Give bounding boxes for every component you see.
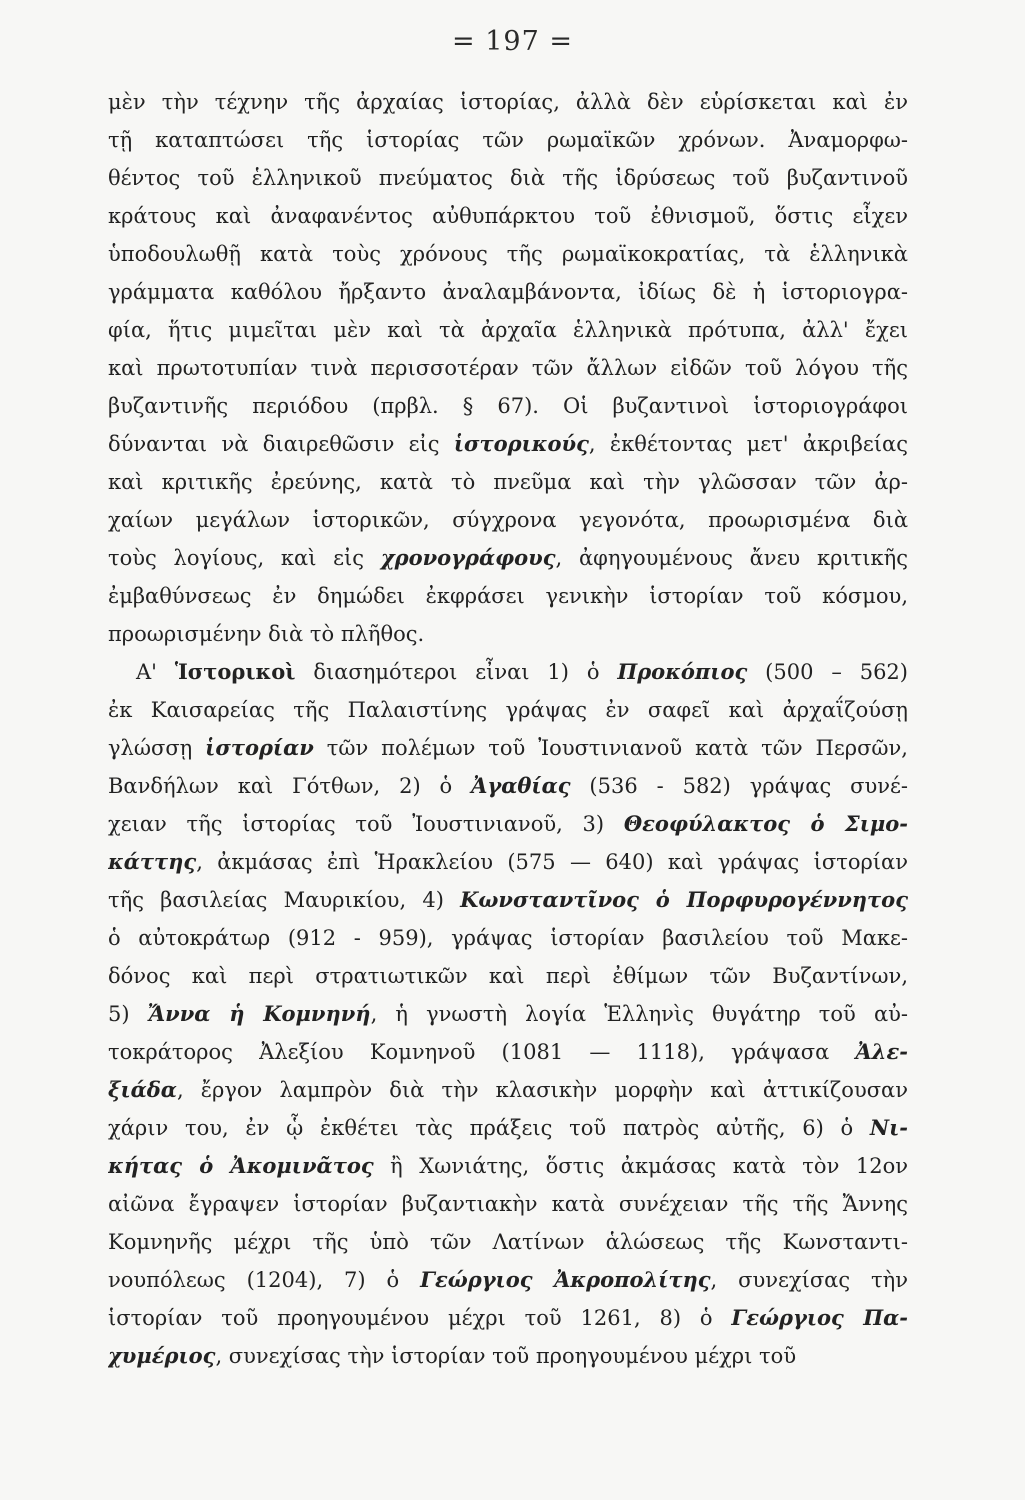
text-line (108, 577, 908, 615)
text-line (108, 1147, 908, 1185)
text-line (108, 957, 908, 995)
emphasized-text: Προκόπιος (617, 659, 748, 684)
text-line (108, 1337, 908, 1375)
text-run: ἐκ Καισαρείας τῆς Παλαιστίνης γράψας ἐν σαφεῖ καὶ ἀρχαΐζούσῃ (108, 698, 908, 722)
page-number: = 197 = (452, 26, 573, 57)
text-line (108, 425, 908, 463)
emphasized-text: Ἀγαθίας (471, 773, 571, 798)
text-run: δύνανται νὰ διαιρεθῶσιν εἰς (108, 432, 454, 456)
text-run: , ἔργον λαμπρὸν διὰ τὴν κλασικὴν μορφὴν καὶ ἀττικίζουσαν (176, 1078, 908, 1102)
emphasized-text: Γεώργιος Πα- (731, 1305, 908, 1330)
emphasized-text: Ἀλε- (855, 1039, 908, 1064)
text-run: χάριν του, ἐν ᾧ ἐκθέτει τὰς πράξεις τοῦ πατρὸς αὐτῆς, 6) ὁ (108, 1116, 870, 1140)
emphasized-text: Γεώργιος Ἀκροπολίτης (420, 1267, 711, 1292)
text-run: , συνεχίσας τὴν (710, 1268, 908, 1292)
text-line (108, 501, 908, 539)
text-line (108, 1071, 908, 1109)
text-line (108, 387, 908, 425)
text-line (108, 463, 908, 501)
text-run: καὶ πρωτοτυπίαν τινὰ περισσοτέραν τῶν ἄλλων εἰδῶν τοῦ λόγου τῆς (108, 356, 908, 380)
text-run: διασημότεροι εἶναι 1) ὁ (295, 660, 618, 684)
text-line (108, 311, 908, 349)
text-run: Κομνηνῆς μέχρι τῆς ὑπὸ τῶν Λατίνων ἁλώσεως τῆς Κωνσταντι- (108, 1230, 908, 1254)
text-line (108, 881, 908, 919)
text-run: προωρισμένην διὰ τὸ πλῆθος. (108, 622, 425, 646)
text-line (108, 121, 908, 159)
text-line (108, 615, 908, 653)
text-run: ἐμβαθύνσεως ἐν δημώδει ἐκφράσει γενικὴν ἱστορίαν τοῦ κόσμου, (108, 584, 908, 608)
emphasized-text: χρονογράφους (380, 545, 556, 570)
text-run: Βανδήλων καὶ Γότθων, 2) ὁ (108, 774, 472, 798)
text-run: ἱστορίαν τοῦ προηγουμένου μέχρι τοῦ 1261, 8) ὁ (108, 1306, 732, 1330)
body-text (108, 83, 908, 1375)
text-line (108, 843, 908, 881)
text-line (108, 919, 908, 957)
text-run: βυζαντινῆς περιόδου (πρβλ. § 67). Οἱ βυζαντινοὶ ἱστοριογράφοι (108, 394, 908, 418)
text-line (108, 1033, 908, 1071)
text-run: κράτους καὶ ἀναφανέντος αὐθυπάρκτου τοῦ ἐθνισμοῦ, ὅστις εἶχεν (108, 204, 908, 228)
text-run: 5) (108, 1002, 148, 1026)
text-run: , ἐκθέτοντας μετ' ἀκριβείας (588, 432, 908, 456)
text-run: τῆς βασιλείας Μαυρικίου, 4) (108, 888, 461, 912)
text-run: αἰῶνα ἔγραψεν ἱστορίαν βυζαντιακὴν κατὰ συνέχειαν τῆς τῆς Ἄννης (108, 1192, 908, 1216)
text-line (108, 1299, 908, 1337)
text-line (108, 235, 908, 273)
text-line (108, 197, 908, 235)
emphasized-text: Θεοφύλακτος ὁ Σιμο- (623, 811, 908, 836)
text-run: χειαν τῆς ἱστορίας τοῦ Ἰουστινιανοῦ, 3) (108, 812, 624, 836)
text-run: γλώσσῃ (108, 736, 206, 760)
emphasized-text: κάττης (108, 849, 197, 874)
emphasized-text: ἱστορίαν (205, 735, 314, 760)
emphasized-text: Κωνσταντῖνος ὁ Πορφυρογέννητος (460, 887, 908, 912)
text-run: καὶ κριτικῆς ἐρεύνης, κατὰ τὸ πνεῦμα καὶ τὴν γλῶσσαν τῶν ἀρ- (108, 470, 908, 494)
text-run: τοκράτορος Ἀλεξίου Κομνηνοῦ (1081 — 1118), γράψασα (108, 1040, 856, 1064)
text-run: θέντος τοῦ ἑλληνικοῦ πνεύματος διὰ τῆς ἱδρύσεως τοῦ βυζαντινοῦ (108, 166, 908, 190)
text-run: δόνος καὶ περὶ στρατιωτικῶν καὶ περὶ ἐθίμων τῶν Βυζαντίνων, (108, 964, 908, 988)
text-run: μὲν τὴν τέχνην τῆς ἀρχαίας ἱστορίας, ἀλλὰ δὲν εὑρίσκεται καὶ ἐν (108, 90, 908, 114)
text-line (108, 691, 908, 729)
text-line (108, 767, 908, 805)
text-line (108, 805, 908, 843)
text-run: γράμματα καθόλου ἤρξαντο ἀναλαμβάνοντα, ἰδίως δὲ ἡ ἱστοριογρα- (108, 280, 908, 304)
text-run: , συνεχίσας τὴν ἱστορίαν τοῦ προηγουμένου μέχρι τοῦ (215, 1344, 797, 1368)
text-run: , ἀφηγουμένους ἄνευ κριτικῆς (555, 546, 908, 570)
text-line (108, 1261, 908, 1299)
text-line (108, 995, 908, 1033)
text-run: (500 – 562) (747, 660, 908, 684)
emphasized-text: Ἱστορικοὶ (174, 659, 296, 684)
text-run: (536 - 582) γράψας συνέ- (570, 774, 908, 798)
text-line (108, 83, 908, 121)
emphasized-text: Ἄννα ἡ Κομνηνή (147, 1001, 371, 1026)
emphasized-text: χυμέριος (108, 1343, 216, 1368)
text-line (108, 539, 908, 577)
text-run: νουπόλεως (1204), 7) ὁ (108, 1268, 421, 1292)
text-run: Α' (136, 660, 175, 684)
text-run: φία, ἥτις μιμεῖται μὲν καὶ τὰ ἀρχαῖα ἑλληνικὰ πρότυπα, ἀλλ' ἔχει (108, 318, 908, 342)
text-run: τῇ καταπτώσει τῆς ἱστορίας τῶν ρωμαϊκῶν χρόνων. Ἀναμορφω- (108, 128, 908, 152)
emphasized-text: ξιάδα (108, 1077, 177, 1102)
emphasized-text: κήτας ὁ Ἀκομινᾶτος (108, 1153, 374, 1178)
text-run: , ἡ γνωστὴ λογία Ἑλληνὶς θυγάτηρ τοῦ αὐ- (370, 1002, 908, 1026)
text-run: ἢ Χωνιάτης, ὅστις ἀκμάσας κατὰ τὸν 12ον (373, 1154, 908, 1178)
text-line (108, 159, 908, 197)
text-line (108, 1185, 908, 1223)
text-run: ὁ αὐτοκράτωρ (912 - 959), γράψας ἱστορίαν βασιλείου τοῦ Μακε- (108, 926, 908, 950)
text-line (108, 653, 908, 691)
text-run: χαίων μεγάλων ἱστορικῶν, σύγχρονα γεγονότα, προωρισμένα διὰ (108, 508, 908, 532)
text-line (108, 273, 908, 311)
emphasized-text: Νι- (869, 1115, 908, 1140)
text-run: , ἀκμάσας ἐπὶ Ἡρακλείου (575 — 640) καὶ γράψας ἱστορίαν (196, 850, 908, 874)
emphasized-text: ἱστορικούς (453, 431, 589, 456)
text-line (108, 1109, 908, 1147)
text-run: τῶν πολέμων τοῦ Ἰουστινιανοῦ κατὰ τῶν Περσῶν, (313, 736, 908, 760)
text-run: ὑποδουλωθῇ κατὰ τοὺς χρόνους τῆς ρωμαϊκοκρατίας, τὰ ἑλληνικὰ (108, 242, 908, 266)
text-run: τοὺς λογίους, καὶ εἰς (108, 546, 381, 570)
text-line (108, 1223, 908, 1261)
text-line (108, 729, 908, 767)
text-line (108, 349, 908, 387)
